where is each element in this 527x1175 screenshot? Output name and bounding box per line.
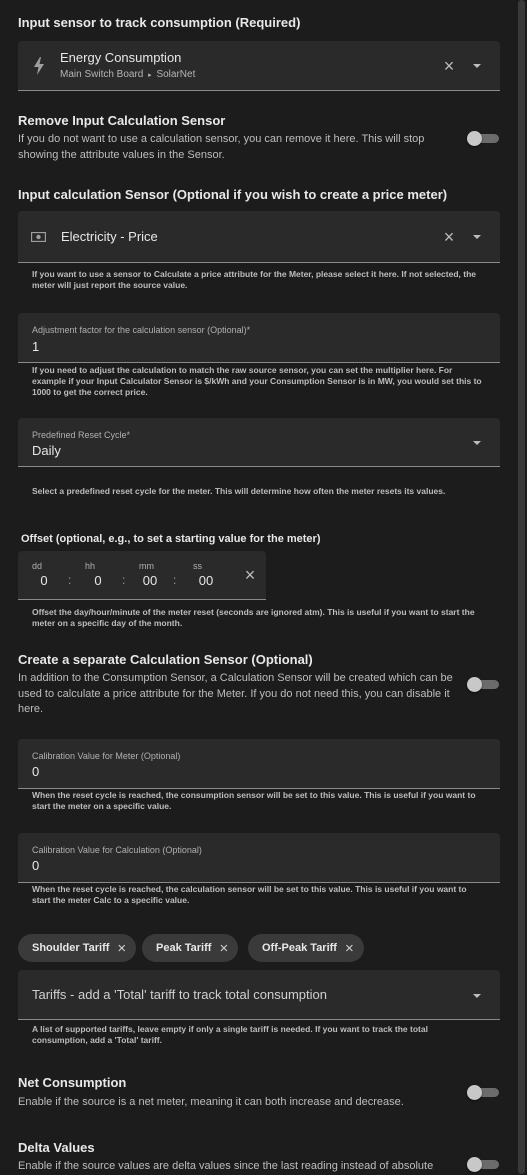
net-consumption-title: Net Consumption xyxy=(18,1075,127,1090)
scrollbar[interactable] xyxy=(515,0,527,1174)
offset-minutes-label: mm xyxy=(139,561,154,571)
delta-values-description: Enable if the source values are delta values since the last reading instead of absolute xyxy=(18,1160,434,1172)
calc-sensor-picker[interactable] xyxy=(18,211,500,263)
remove-chip-icon[interactable]: × xyxy=(117,939,127,957)
remove-chip-icon[interactable]: × xyxy=(219,939,229,957)
clear-offset-icon[interactable]: × xyxy=(244,565,256,585)
calibration-meter-helper: When the reset cycle is reached, the consumption sensor will be set to this value. This is useful if you want to start the meter on a specific value. xyxy=(32,790,476,811)
tariff-chip-label: Peak Tariff xyxy=(156,942,212,954)
scrollbar-thumb[interactable] xyxy=(518,0,525,1174)
input-sensor-path xyxy=(60,69,195,80)
tariff-chip-shoulder[interactable] xyxy=(18,934,136,962)
calc-sensor-name: Electricity - Price xyxy=(61,229,158,244)
lightning-bolt-icon xyxy=(33,57,45,75)
reset-cycle-dropdown-icon xyxy=(473,441,481,445)
tariffs-select[interactable] xyxy=(18,970,500,1020)
tariff-chip-offpeak[interactable] xyxy=(248,934,364,962)
reset-cycle-value: Daily xyxy=(32,443,61,458)
delta-values-toggle[interactable] xyxy=(467,1157,499,1171)
clear-input-sensor-icon[interactable]: × xyxy=(443,56,455,76)
input-sensor-name: Energy Consumption xyxy=(60,50,182,65)
offset-hours-label: hh xyxy=(85,561,96,571)
adjustment-factor-helper: If you need to adjust the calculation to match the raw source sensor, you can set the multiplier here. For example if your Input Calculator Sensor is $/kWh and your Consumption Sensor is in MW, you would set this to 1000 to get the correct price. xyxy=(32,365,482,397)
separate-calc-description: In addition to the Consumption Sensor, a Calculation Sensor will be created which can be used to calculate a price attribute for the Meter. If you do not need this, you can disable it here. xyxy=(18,672,453,715)
remove-chip-icon[interactable]: × xyxy=(344,939,354,957)
tariffs-helper: A list of supported tariffs, leave empty if only a single tariff is needed. If you want to track the total consumption, add a 'Total' tariff. xyxy=(32,1024,428,1045)
calibration-meter-label: Calibration Value for Meter (Optional) xyxy=(32,751,181,761)
tariffs-dropdown-icon xyxy=(473,994,481,998)
tariffs-placeholder: Tariffs - add a 'Total' tariff to track total consumption xyxy=(32,987,327,1002)
calibration-meter-input[interactable]: 0 xyxy=(32,764,40,779)
duration-separator: : xyxy=(68,573,72,587)
remove-calc-toggle[interactable] xyxy=(467,131,499,145)
input-sensor-dropdown-icon[interactable] xyxy=(473,64,481,68)
reset-cycle-label: Predefined Reset Cycle* xyxy=(32,430,131,440)
duration-separator: : xyxy=(122,573,126,587)
path-device: Main Switch Board xyxy=(60,69,144,80)
calibration-calc-input[interactable]: 0 xyxy=(32,858,40,873)
calc-sensor-title: Input calculation Sensor (Optional if you wish to create a price meter) xyxy=(18,187,448,202)
remove-calc-description: If you do not want to use a calculation sensor, you can remove it here. This will stop showing the attribute values in the Sensor. xyxy=(18,133,425,161)
offset-minutes-input[interactable]: 00 xyxy=(142,573,158,588)
path-separator-icon: ▸ xyxy=(148,72,152,79)
input-sensor-picker[interactable] xyxy=(18,41,500,91)
delta-values-title: Delta Values xyxy=(18,1140,95,1155)
toggle-knob xyxy=(467,1085,482,1100)
input-sensor-title: Input sensor to track consumption (Required) xyxy=(18,15,301,30)
adjustment-factor-label: Adjustment factor for the calculation sensor (Optional)* xyxy=(32,325,251,335)
tariff-chip-label: Shoulder Tariff xyxy=(32,942,110,954)
net-consumption-toggle[interactable] xyxy=(467,1085,499,1099)
toggle-knob xyxy=(467,131,482,146)
separate-calc-title: Create a separate Calculation Sensor (Optional) xyxy=(18,652,313,667)
offset-days-input[interactable]: 0 xyxy=(40,573,48,588)
offset-hours-input[interactable]: 0 xyxy=(94,573,102,588)
reset-cycle-helper: Select a predefined reset cycle for the meter. This will determine how often the meter resets its values. xyxy=(32,486,446,496)
tariff-chip-label: Off-Peak Tariff xyxy=(262,942,337,954)
offset-helper: Offset the day/hour/minute of the meter reset (seconds are ignored atm). This is useful if you want to start the meter on a specific day of the month. xyxy=(32,607,475,628)
remove-calc-title: Remove Input Calculation Sensor xyxy=(18,113,226,128)
toggle-knob xyxy=(467,677,482,692)
clear-calc-sensor-icon[interactable]: × xyxy=(443,227,455,247)
tariff-chip-peak[interactable] xyxy=(142,934,238,962)
offset-days-label: dd xyxy=(32,561,43,571)
toggle-knob xyxy=(467,1157,482,1172)
offset-seconds-label: ss xyxy=(193,561,202,571)
calc-sensor-helper: If you want to use a sensor to Calculate a price attribute for the Meter, please select it here. If not selected, the meter will just report the source value. xyxy=(32,269,477,290)
separate-calc-toggle[interactable] xyxy=(467,677,499,691)
offset-seconds-input[interactable]: 00 xyxy=(198,573,214,588)
adjustment-factor-field[interactable] xyxy=(18,313,500,363)
reset-cycle-select[interactable] xyxy=(18,418,500,467)
duration-separator: : xyxy=(173,573,177,587)
offset-duration-input[interactable] xyxy=(18,551,266,600)
calibration-calc-field[interactable] xyxy=(18,833,500,883)
path-area: SolarNet xyxy=(156,69,196,80)
offset-title: Offset (optional, e.g., to set a starting value for the meter) xyxy=(21,533,321,545)
cash-icon xyxy=(31,232,46,242)
calibration-calc-helper: When the reset cycle is reached, the calculation sensor will be set to this value. This is useful if you want to start the meter Calc to a specific value. xyxy=(32,884,467,905)
calc-sensor-dropdown-icon[interactable] xyxy=(473,235,481,239)
net-consumption-description: Enable if the source is a net meter, meaning it can both increase and decrease. xyxy=(18,1096,404,1108)
calibration-calc-label: Calibration Value for Calculation (Optional) xyxy=(32,845,202,855)
adjustment-factor-input[interactable]: 1 xyxy=(32,339,40,354)
calibration-meter-field[interactable] xyxy=(18,739,500,789)
